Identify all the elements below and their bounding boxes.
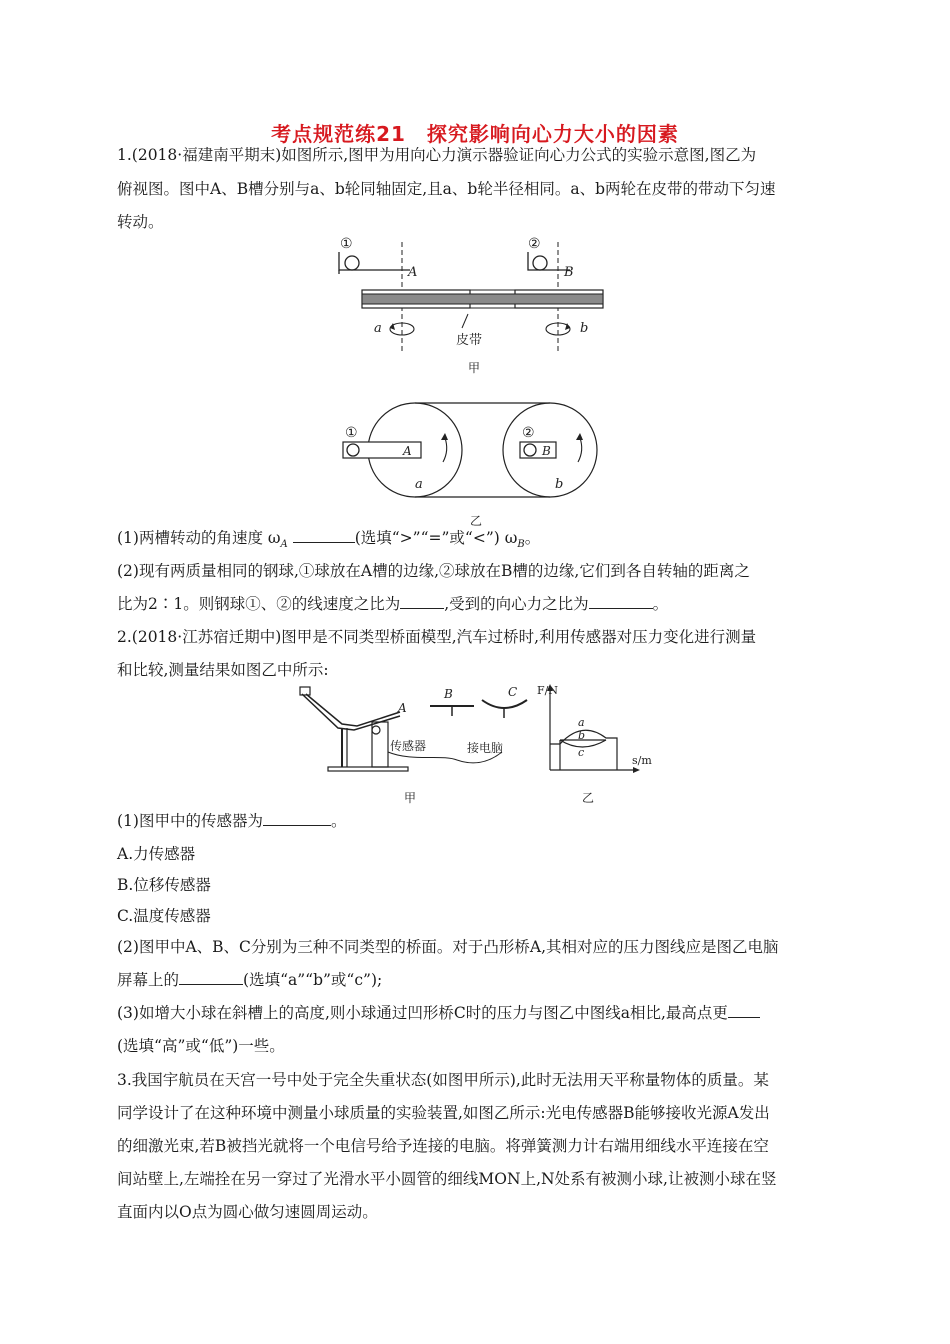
fig2-caption-jia: 甲 — [404, 791, 417, 805]
yi-label-B: B — [542, 444, 551, 458]
belt — [362, 294, 603, 304]
q1-intro-line-2: 俯视图。图中A、B槽分别与a、b轮同轴固定,且a、b轮半径相同。a、b两轮在皮带的带动下匀速 — [117, 180, 776, 198]
q1-part1-blank[interactable] — [293, 528, 355, 543]
groove-a-side — [339, 252, 410, 270]
q2-part3-line-1 — [117, 1001, 760, 1023]
fig2-y-axis: F/N — [537, 684, 558, 697]
q2-part2-line-1: (2)图甲中A、B、C分别为三种不同类型的桥面。对于凸形桥A,其相对应的压力图线应是图乙电脑 — [117, 938, 779, 956]
ball-1 — [345, 256, 359, 270]
q1-part2-line-1: (2)现有两质量相同的钢球,①球放在A槽的边缘,②球放在B槽的边缘,它们到各自转轴的距离之 — [117, 562, 750, 580]
q1-part1 — [117, 526, 540, 550]
q1-intro-line-3: 转动。 — [117, 213, 164, 231]
jia-caption: 甲 — [468, 361, 481, 375]
q2-option-a: A.力传感器 — [117, 845, 196, 863]
q2-part2-text-b: (选填“a”“b”或“c”); — [243, 971, 383, 989]
q1-part2-text-b: ,受到的向心力之比为 — [444, 595, 589, 613]
jia-label-B: B — [564, 265, 574, 280]
q2-option-c: C.温度传感器 — [117, 907, 211, 925]
fig2-caption-yi: 乙 — [582, 791, 595, 805]
fig2-curve-a: a — [578, 716, 585, 729]
q2-part3-text-a: (3)如增大小球在斜槽上的高度,则小球通过凹形桥C时的压力与图乙中图线a相比,最高点更 — [117, 1004, 728, 1022]
q1-part2-line-2 — [117, 592, 668, 614]
q2-figure — [292, 682, 672, 807]
yi-label-b: b — [555, 477, 564, 492]
q2-part3-line-2: (选填“高”或“低”)一些。 — [117, 1037, 285, 1055]
jia-label-belt: 皮带 — [456, 333, 483, 348]
q3-line-2: 同学设计了在这种环境中测量小球质量的实验装置,如图乙所示:光电传感器B能够接收光源A发出 — [117, 1104, 770, 1122]
q1-part1-sub-b: B — [517, 539, 525, 551]
yi-label-ball2: ② — [522, 425, 535, 441]
q2-part3-blank[interactable] — [728, 1003, 760, 1018]
jia-label-ball2: ② — [528, 236, 541, 252]
fig2-curve-b: b — [578, 729, 586, 742]
q1-part1-text-b: (选填“>”“=”或“<”) ω — [354, 529, 518, 547]
fig2-computer: 接电脑 — [467, 741, 504, 755]
fig2-x-axis: s/m — [632, 754, 652, 767]
q2-part2-line-2 — [117, 968, 382, 990]
q3-line-3: 的细激光束,若B被挡光就将一个电信号给予连接的电脑。将弹簧测力计右端用细线水平连接在空 — [117, 1137, 769, 1155]
q1-part2-text-a: 比为2∶1。则钢球①、②的线速度之比为 — [117, 595, 401, 613]
q1-intro-line-1: 1.(2018·福建南平期末)如图所示,图甲为用向心力演示器验证向心力公式的实验示意图,图乙为 — [117, 146, 757, 164]
fig2-label-C: C — [508, 685, 518, 699]
q1-part1-end: 。 — [524, 529, 541, 547]
q2-intro-line-2: 和比较,测量结果如图乙中所示: — [117, 661, 329, 679]
q3-line-1: 3.我国宇航员在天宫一号中处于完全失重状态(如图甲所示),此时无法用天平称量物体的质量。某 — [117, 1071, 769, 1089]
ball-2 — [533, 256, 547, 270]
q2-part2-blank[interactable] — [179, 970, 243, 985]
q3-line-4: 间站壁上,左端拴在另一穿过了光滑水平小圆管的细线MON上,N处系有被测小球,让被测小球在竖 — [117, 1170, 777, 1188]
q3-line-5: 直面内以O点为圆心做匀速圆周运动。 — [117, 1203, 378, 1221]
jia-label-ball1: ① — [340, 236, 353, 252]
jia-label-A: A — [408, 265, 418, 280]
fig2-label-B: B — [444, 687, 453, 701]
q1-part2-text-c: 。 — [652, 595, 669, 613]
q2-intro-line-1: 2.(2018·江苏宿迁期中)图甲是不同类型桥面模型,汽车过桥时,利用传感器对压力变化进行测量 — [117, 628, 757, 646]
q1-figure-yi — [335, 400, 625, 530]
q1-part2-blank-2[interactable] — [589, 594, 653, 609]
fig2-curve-c: c — [578, 746, 585, 759]
jia-label-a: a — [374, 321, 382, 336]
yi-label-ball1: ① — [345, 425, 358, 441]
q2-part1-blank[interactable] — [263, 811, 331, 826]
yi-caption: 乙 — [470, 514, 483, 528]
yi-label-a: a — [415, 477, 423, 492]
q1-part1-sub-a: A — [280, 539, 288, 551]
q2-part1-text: (1)图甲中的传感器为 — [117, 812, 263, 830]
q2-part2-text-a: 屏幕上的 — [117, 971, 180, 989]
q1-figure-jia — [330, 232, 620, 377]
page-title: 考点规范练21 探究影响向心力大小的因素 — [271, 122, 679, 146]
yi-label-A: A — [403, 444, 412, 458]
q1-part1-text-a: (1)两槽转动的角速度 ω — [117, 529, 281, 547]
q2-option-b: B.位移传感器 — [117, 876, 211, 894]
fig2-sensor: 传感器 — [390, 739, 427, 753]
q1-part2-blank-1[interactable] — [400, 594, 444, 609]
q2-part1-end: 。 — [330, 812, 347, 830]
jia-label-b: b — [580, 321, 589, 336]
q2-part1 — [117, 809, 346, 831]
fig2-label-A: A — [398, 701, 407, 715]
